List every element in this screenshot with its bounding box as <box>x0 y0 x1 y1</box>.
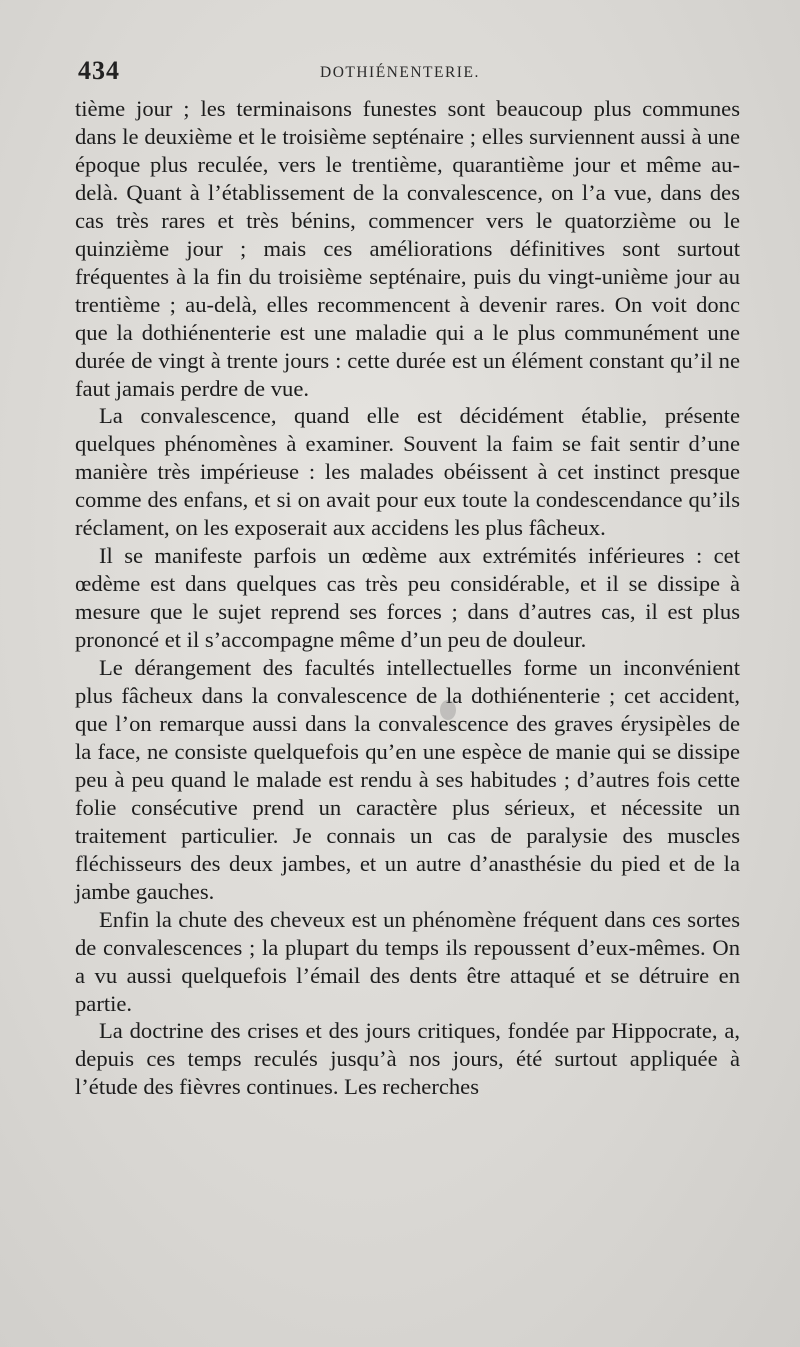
ink-stain <box>440 700 456 720</box>
running-head: DOTHIÉNENTERIE. <box>320 64 480 81</box>
paragraph-4: Le dérangement des facultés intellectuelles forme un inconvénient plus fâcheux dans la convalescence de la dothiénenterie ; cet accident, que l’on remarque aussi dans la convalescence des graves érysipèles de la face, ne consiste quelquefois qu’en une espèce de manie qui se dissipe peu à peu quand le malade est rendu à ses habitudes ; d’autres fois cette folie consécutive prend un caractère plus sérieux, et nécessite un traitement particulier. Je connais un cas de paralysie des muscles fléchisseurs des deux jambes, et un autre d’anasthésie du pied et de la jambe gauches. <box>75 655 740 904</box>
page-number: 434 <box>78 56 120 85</box>
paragraph-6: La doctrine des crises et des jours critiques, fondée par Hippocrate, a, depuis ces temps reculés jusqu’à nos jours, été surtout appliquée à l’étude des fièvres continues. Les recherches <box>75 1018 740 1100</box>
paragraph-3: Il se manifeste parfois un œdème aux extrémités inférieures : cet œdème est dans quelques cas très peu considérable, et il se dissipe à mesure que le sujet reprend ses forces ; dans d’autres cas, il est plus prononcé et il s’accompagne même d’un peu de douleur. <box>75 543 740 653</box>
paragraph-2: La convalescence, quand elle est décidément établie, présente quelques phénomènes à examiner. Souvent la faim se fait sentir d’une manière très impérieuse : les malades obéissent à cet instinct presque comme des enfans, et si on avait pour eux toute la condescendance qu’ils réclament, on les exposerait aux accidens les plus fâcheux. <box>75 403 740 541</box>
body-text <box>75 95 740 1101</box>
paragraph-5: Enfin la chute des cheveux est un phénomène fréquent dans ces sortes de convalescences ; la plupart du temps ils repoussent d’eux-mêmes. On a vu aussi quelquefois l’émail des dents être attaqué et se détruire en partie. <box>75 906 740 1016</box>
paragraph-1: tième jour ; les terminaisons funestes sont beaucoup plus communes dans le deuxième et le troisième septénaire ; elles surviennent aussi à une époque plus reculée, vers le trentième, quarantième jour et même au-delà. Quant à l’établissement de la convalescence, on l’a vue, dans des cas très rares et très bénins, commencer vers le quatorzième ou le quinzième jour ; mais ces améliorations définitives sont surtout fréquentes à la fin du troisième septénaire, puis du vingt-unième jour au trentième ; au-delà, elles recommencent à devenir rares. On voit donc que la dothiénenterie est une maladie qui a le plus communément une durée de vingt à trente jours : cette durée est un élément constant qu’il ne faut jamais perdre de vue. <box>75 96 740 401</box>
page-header <box>75 56 740 88</box>
